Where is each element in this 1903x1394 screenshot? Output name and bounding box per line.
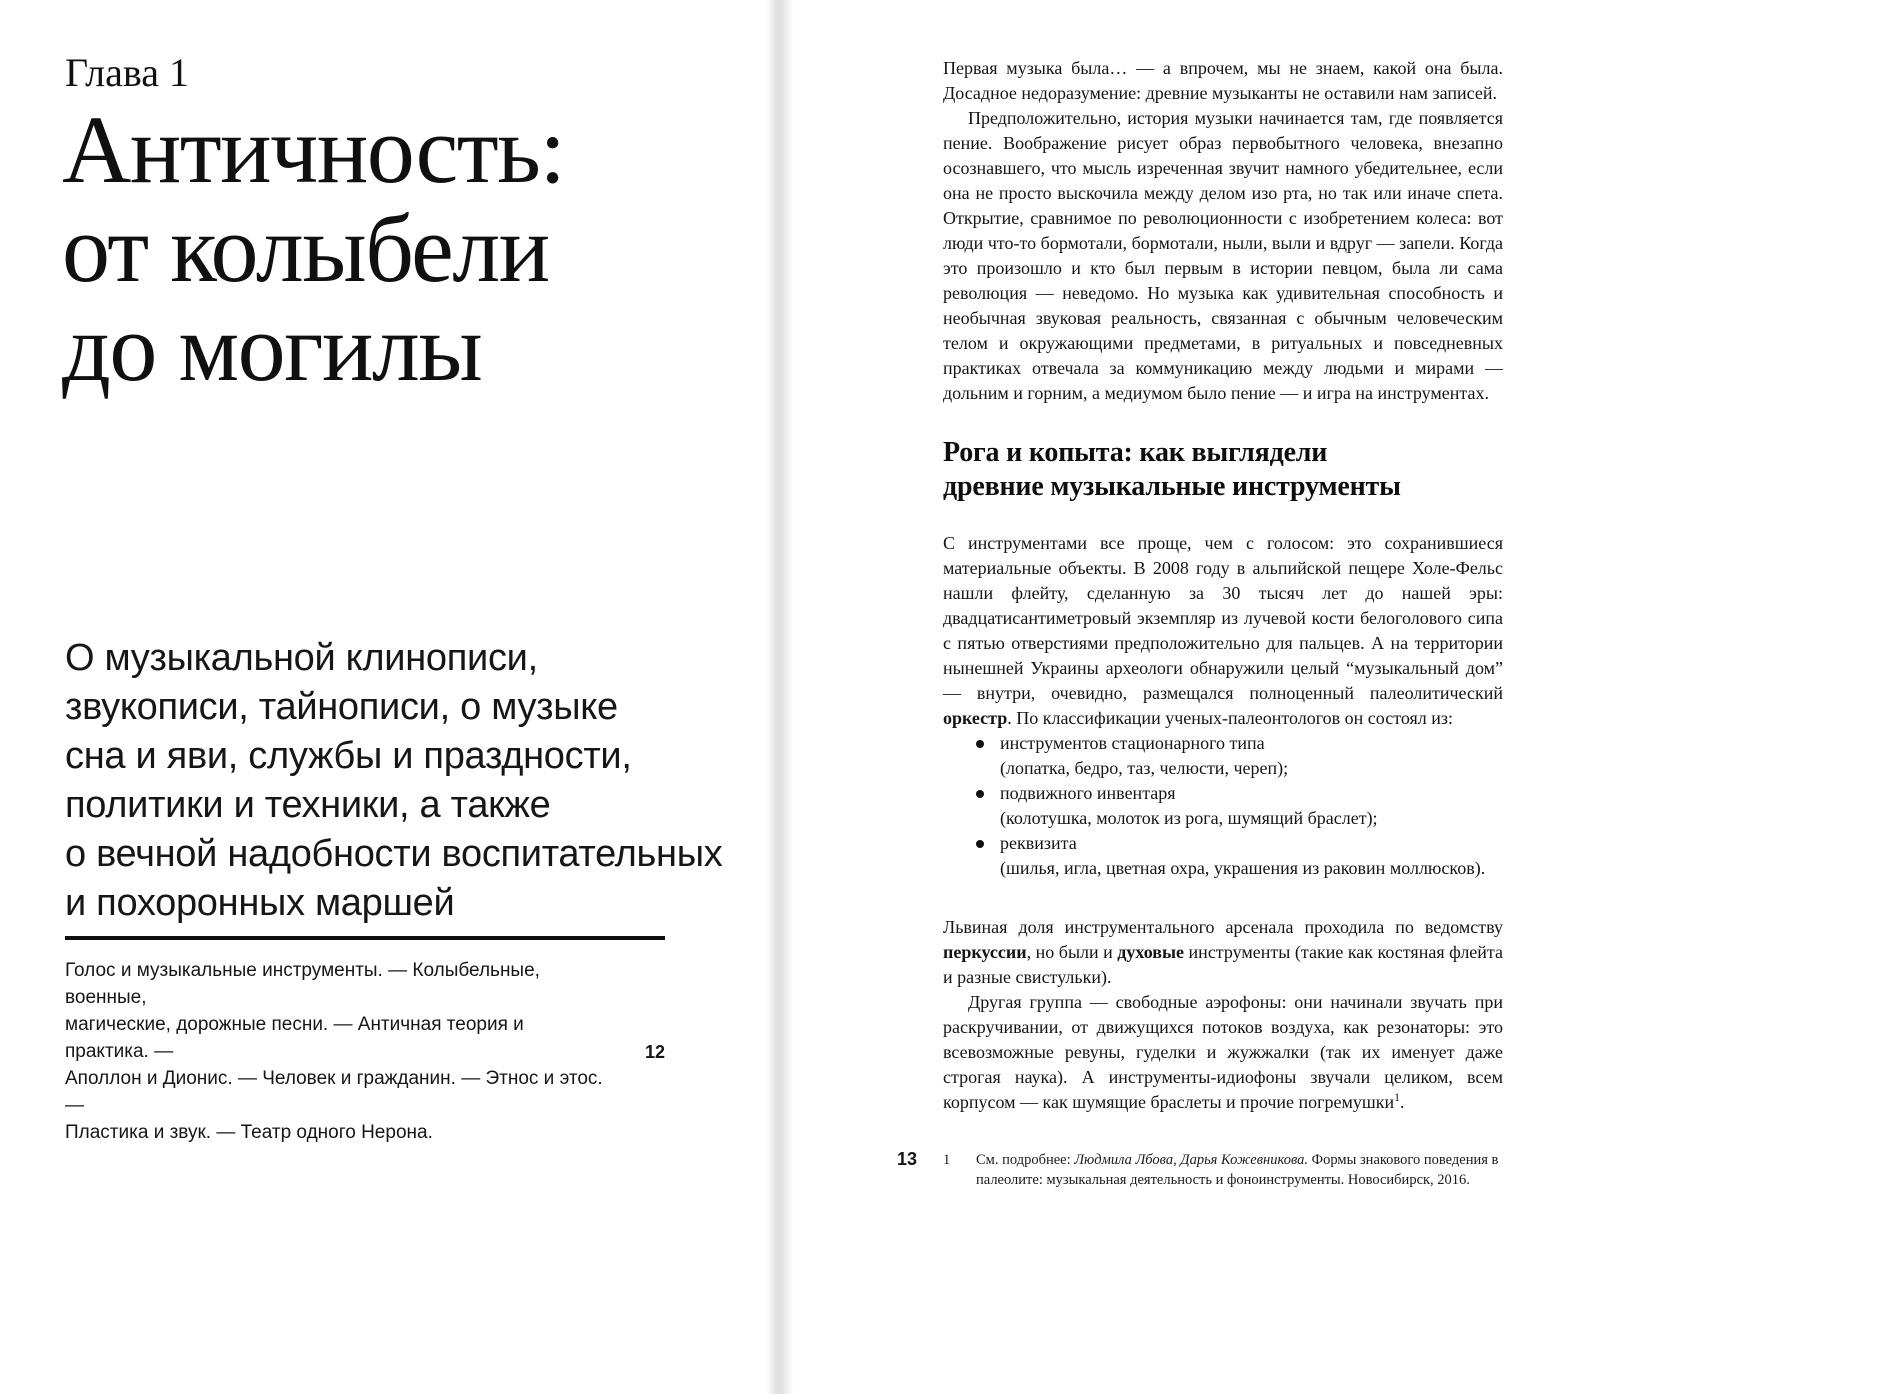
text-line: древние музыкальные инструменты [943, 471, 1401, 502]
text-line: политики и техники, а также [65, 784, 551, 826]
page-number-left: 12 [644, 1042, 665, 1062]
chapter-footer [65, 957, 665, 1143]
instrument-bullet-list [943, 731, 1503, 881]
section-heading [943, 436, 1503, 504]
paragraph: Предположительно, история музыки начинается там, где появляется пение. Воображение рисует образ первобытного человека, внезапно осознавшего, что мысль изреченная звучит намного убедительнее, если она не просто выскочила между делом изо рта, но так или иначе спета. Открытие, сравнимое по революционности с изобретением колеса: вот люди что-то бормотали, бормотали, ныли, выли и вдруг — запели. Когда это произошло и кто был первым в истории певцом, была ли сама революция — неведомо. Но музыка как удивительная способность и необычная звуковая реальность, связанная с обычным человеческим телом и окружающими предметами, в ритуальных и повседневных практиках отвечала за коммуникацию между людьми и мирами — дольним и горним, а медиумом было пение — и игра на инструментах. [943, 108, 1503, 403]
left-page [62, 0, 723, 1394]
bullet-detail: (шилья, игла, цветная охра, украшения из раковин моллюсков). [1000, 858, 1486, 878]
bullet-detail: (лопатка, бедро, таз, челюсти, череп); [1000, 758, 1289, 778]
page-number-right: 13 [897, 1149, 918, 1169]
chapter-contents [65, 957, 605, 1146]
text-line: сна и яви, службы и праздности, [65, 735, 632, 777]
text-line: и похоронных маршей [65, 882, 455, 924]
chapter-label: Глава 1 [65, 50, 189, 95]
bullet-detail: (колотушка, молоток из рога, шумящий браслет); [1000, 808, 1378, 828]
text-line: Голос и музыкальные инструменты. — Колыбельные, военные, [65, 960, 540, 1008]
paragraph: Другая группа — свободные аэрофоны: они начинали звучать при раскручивании, от движущихся потоков воздуха, как резонаторы: это всевозможные ревуны, гуделки и жужжалки (так их именует даже строгая наука). А инструменты-идиофоны звучали целиком, всем корпусом — как шумящие браслеты и прочие погремушки$^1$. [943, 992, 1503, 1112]
text-line: от колыбели [62, 195, 549, 302]
text-line: о вечной надобности воспитательных [65, 833, 723, 875]
text-line: О музыкальной клинописи, [65, 637, 538, 679]
footnote-marker: 1 [943, 1152, 951, 1168]
text-line: до могилы [62, 294, 482, 401]
chapter-title [62, 96, 565, 401]
chapter-subtitle [65, 634, 725, 928]
bullet-title: инструментов стационарного типа [1000, 733, 1265, 753]
bullet-item [943, 781, 1503, 831]
paragraph: Львиная доля инструментального арсенала проходила по ведомству перкуссии, но были и духовые инструменты (такие как костяная флейта и разные свистульки). [943, 917, 1504, 987]
text-line: Рога и копыта: как выглядели [943, 437, 1328, 468]
text-line: звукописи, тайнописи, о музыке [65, 686, 618, 728]
text-line: Пластика и звук. — Театр одного Нерона. [65, 1122, 433, 1143]
bullet-item [943, 731, 1503, 781]
closing-paragraphs [943, 915, 1503, 1115]
footnote [897, 1149, 1503, 1190]
divider-rule [65, 936, 665, 940]
intro-paragraphs [943, 56, 1503, 406]
paragraph: С инструментами все проще, чем с голосом: это сохранившиеся материальные объекты. В 2008 году в альпийской пещере Холе-Фельс нашли флейту, сделанную за 30 тысяч лет до нашей эры: двадцатисантиметровый экземпляр из лучевой кости белоголового сипа с пятью отверстиями предположительно для пальцев. А на территории нынешней Украины археологи обнаружили целый “музыкальный дом” — внутри, очевидно, размещался полноценный палеолитический оркестр. По классификации ученых-палеонтологов он состоял из: [943, 533, 1503, 728]
paragraph: Первая музыка была… — а впрочем, мы не знаем, какой она была. Досадное недоразумение: древние музыканты не оставили нам записей. [943, 58, 1503, 103]
text-line: Аполлон и Дионис. — Человек и гражданин. — Этнос и этос. — [65, 1068, 603, 1116]
text-line: магические, дорожные песни. — Античная теория и практика. — [65, 1014, 524, 1062]
footnote-text: См. подробнее: Людмила Лбова, Дарья Кожевникова. Формы знакового поведения в палеолите: музыкальная деятельность и фоноинструменты. Новосибирск, 2016. [976, 1152, 1499, 1188]
bullet-title: подвижного инвентаря [1000, 783, 1176, 803]
text-line: Античность: [62, 96, 565, 203]
page-gutter [766, 0, 794, 1394]
bullet-item [943, 831, 1503, 881]
bullet-title: реквизита [1000, 833, 1077, 853]
classification-paragraphs [943, 531, 1503, 731]
right-page [897, 56, 1504, 1190]
